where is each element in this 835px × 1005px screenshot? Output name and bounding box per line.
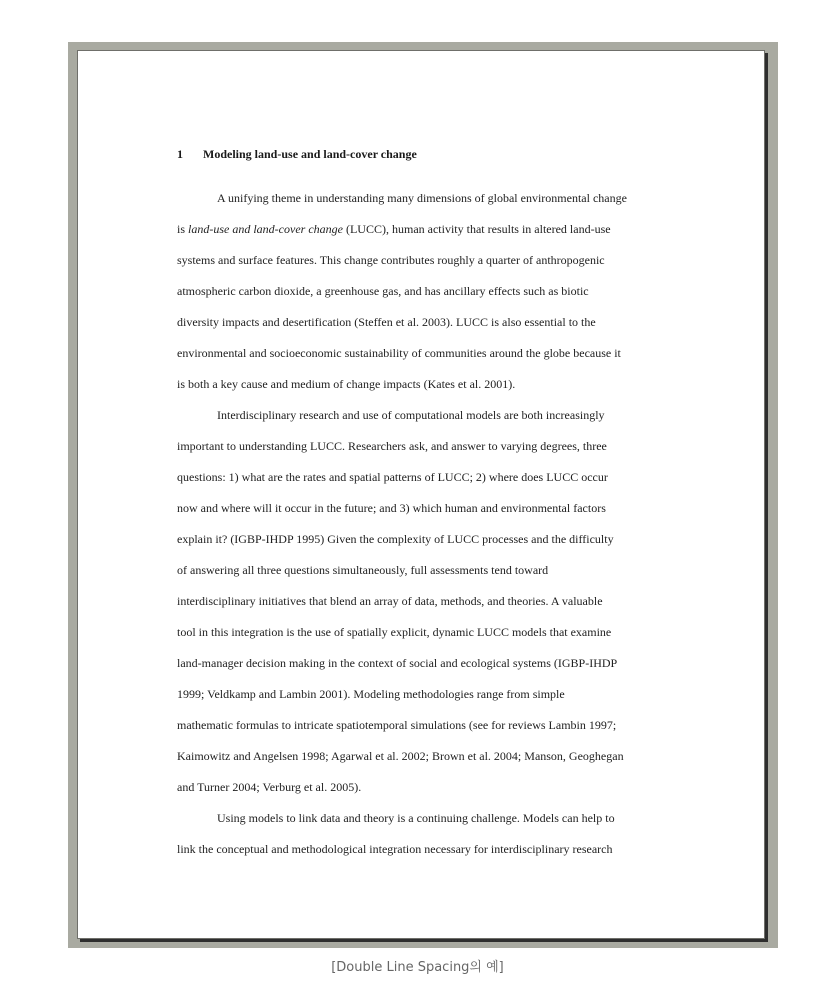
text-line bbox=[177, 462, 697, 493]
text-segment: Kaimowitz and Angelsen 1998; Agarwal et al. 2002; Brown et al. 2004; Manson, Geoghegan bbox=[177, 749, 624, 763]
text-line bbox=[177, 431, 697, 462]
text-segment: interdisciplinary initiatives that blend an array of data, methods, and theories. A valuable bbox=[177, 594, 603, 608]
text-segment: systems and surface features. This change contributes roughly a quarter of anthropogenic bbox=[177, 253, 605, 267]
section-title: Modeling land-use and land-cover change bbox=[203, 147, 417, 161]
text-line bbox=[177, 524, 697, 555]
text-line bbox=[177, 307, 697, 338]
text-segment: now and where will it occur in the future; and 3) which human and environmental factors bbox=[177, 501, 606, 515]
text-segment: is bbox=[177, 222, 189, 236]
text-segment: questions: 1) what are the rates and spatial patterns of LUCC; 2) where does LUCC occur bbox=[177, 470, 608, 484]
document-page bbox=[77, 50, 765, 939]
figure-caption: [Double Line Spacing의 예] bbox=[331, 960, 504, 975]
text-line bbox=[177, 617, 697, 648]
text-line bbox=[177, 710, 697, 741]
text-segment: explain it? (IGBP-IHDP 1995) Given the complexity of LUCC processes and the difficulty bbox=[177, 532, 614, 546]
text-segment: A unifying theme in understanding many dimensions of global environmental change bbox=[217, 191, 627, 205]
text-segment: diversity impacts and desertification (Steffen et al. 2003). LUCC is also essential to the bbox=[177, 315, 596, 329]
text-segment: is both a key cause and medium of change impacts (Kates et al. 2001). bbox=[177, 377, 516, 391]
text-segment: Interdisciplinary research and use of computational models are both increasingly bbox=[217, 408, 605, 422]
text-line bbox=[177, 369, 697, 400]
text-line bbox=[177, 555, 697, 586]
text-line bbox=[177, 183, 697, 214]
text-segment: link the conceptual and methodological integration necessary for interdisciplinary research bbox=[177, 842, 613, 856]
text-line bbox=[177, 834, 697, 865]
text-line bbox=[177, 400, 697, 431]
text-line bbox=[177, 772, 697, 803]
text-line bbox=[177, 741, 697, 772]
text-line bbox=[177, 679, 697, 710]
section-heading bbox=[177, 147, 417, 162]
section-number: 1 bbox=[177, 147, 183, 161]
text-line bbox=[177, 493, 697, 524]
body-text bbox=[177, 183, 697, 865]
document-frame bbox=[68, 42, 778, 948]
text-segment: atmospheric carbon dioxide, a greenhouse gas, and has ancillary effects such as biotic bbox=[177, 284, 589, 298]
text-line bbox=[177, 586, 697, 617]
text-segment: of answering all three questions simultaneously, full assessments tend toward bbox=[177, 563, 549, 577]
text-line bbox=[177, 245, 697, 276]
text-line bbox=[177, 648, 697, 679]
text-segment: environmental and socioeconomic sustainability of communities around the globe because it bbox=[177, 346, 621, 360]
text-segment: important to understanding LUCC. Researchers ask, and answer to varying degrees, three bbox=[177, 439, 607, 453]
text-segment: (LUCC), human activity that results in altered land-use bbox=[342, 222, 611, 236]
text-segment: mathematic formulas to intricate spatiotemporal simulations (see for reviews Lambin 1997; bbox=[177, 718, 617, 732]
text-segment: land-manager decision making in the context of social and ecological systems (IGBP-IHDP bbox=[177, 656, 618, 670]
text-segment: and Turner 2004; Verburg et al. 2005). bbox=[177, 780, 362, 794]
text-segment: Using models to link data and theory is a continuing challenge. Models can help to bbox=[217, 811, 615, 825]
italic-term: land-use and land-cover change bbox=[188, 222, 343, 236]
text-line bbox=[177, 803, 697, 834]
text-line bbox=[177, 338, 697, 369]
text-line bbox=[177, 214, 697, 245]
text-segment: tool in this integration is the use of spatially explicit, dynamic LUCC models that examine bbox=[177, 625, 612, 639]
text-line bbox=[177, 276, 697, 307]
text-segment: 1999; Veldkamp and Lambin 2001). Modeling methodologies range from simple bbox=[177, 687, 565, 701]
